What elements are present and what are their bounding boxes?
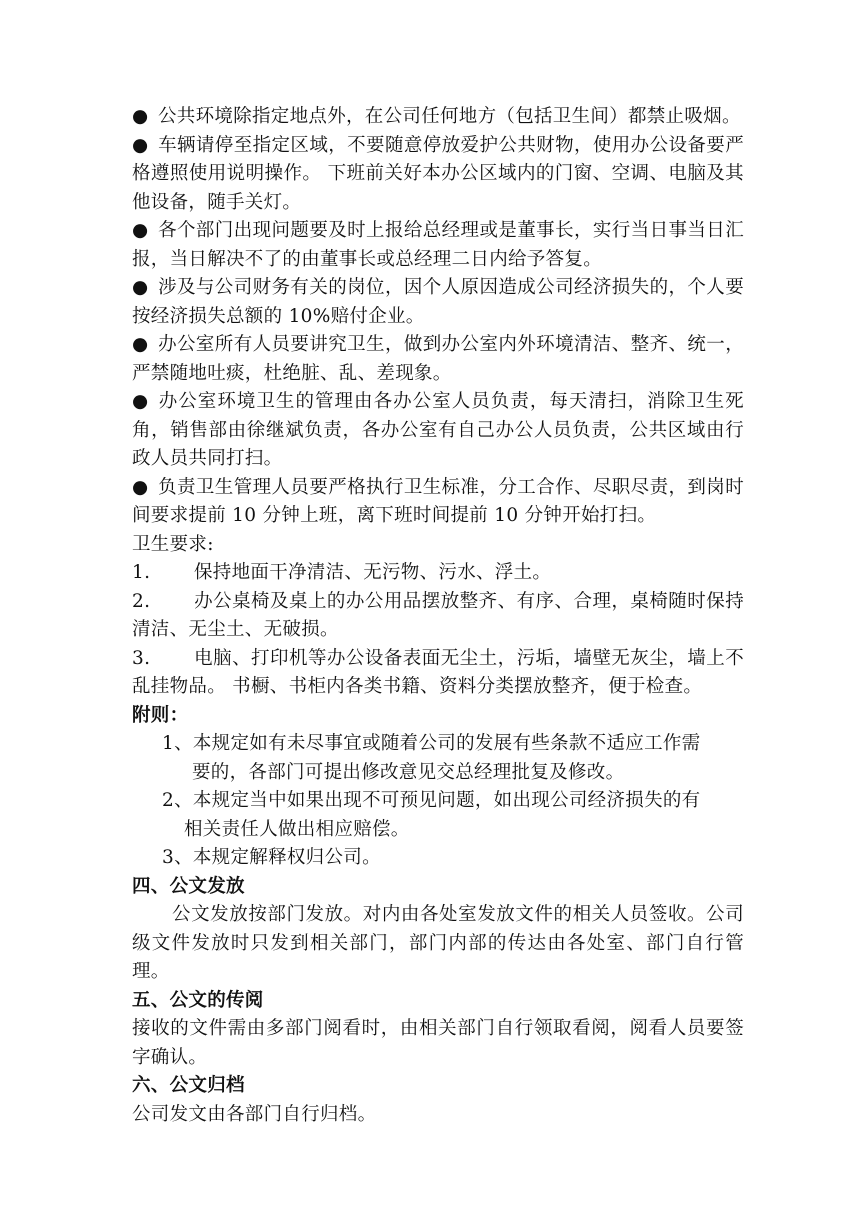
appendix-heading: 附则：: [132, 704, 189, 726]
section-heading: 六、公文归档: [132, 1075, 245, 1096]
section-body: 公文发放按部门发放。对内由各处室发放文件的相关人员签收。公司级文件发放时只发到相关部门，部门内部的传达由各处室、部门自行管理。: [132, 904, 744, 982]
list-item: 2、本规定当中如果出现不可预见问题，如出现公司经济损失的有 相关责任人做出相应赔偿。: [162, 790, 701, 840]
list-item: 3. 电脑、打印机等办公设备表面无尘土，污垢，墙壁无灰尘，墙上不乱挂物品。 书橱、书柜内各类书籍、资料分类摆放整齐，便于检查。: [132, 645, 744, 702]
list-number: 1.: [132, 562, 151, 583]
hygiene-heading: 卫生要求:: [132, 533, 214, 555]
section-body: 接收的文件需由多部门阅看时，由相关部门自行领取看阅，阅看人员要签字确认。: [132, 1018, 744, 1068]
document-body: [132, 103, 744, 1129]
bullet-item: ● 公共环境除指定地点外，在公司任何地方（包括卫生间）都禁止吸烟。: [132, 103, 744, 132]
bullet-item: ● 涉及与公司财务有关的岗位，因个人原因造成公司经济损失的，个人要按经济损失总额的 10%赔付企业。: [132, 274, 744, 331]
bullet-item: ● 负责卫生管理人员要严格执行卫生标准，分工合作、尽职尽责，到岗时间要求提前 10 分钟上班，离下班时间提前 10 分钟开始打扫。: [132, 474, 744, 531]
list-number: 2.: [132, 590, 151, 612]
bullet-icon: ●: [132, 220, 149, 241]
bullet-icon: ●: [132, 391, 149, 412]
bullet-list: [132, 103, 744, 531]
bullet-icon: ●: [132, 476, 149, 498]
section-heading: 五、公文的传阅: [132, 989, 264, 1011]
bullet-icon: ●: [132, 334, 149, 355]
bullet-icon: ●: [132, 277, 149, 298]
section-heading: 四、公文发放: [132, 875, 245, 897]
list-item: 1、本规定如有未尽事宜或随着公司的发展有些条款不适应工作需 要的，各部门可提出修改意见交总经理批复及修改。: [162, 733, 701, 783]
section-body: 公司发文由各部门自行归档。: [132, 1103, 377, 1125]
list-item: 2. 办公桌椅及桌上的办公用品摆放整齐、有序、合理，桌椅随时保持清洁、无尘土、无破损。: [132, 588, 744, 645]
bullet-item: ● 各个部门出现问题要及时上报给总经理或是董事长，实行当日事当日汇报，当日解决不了的由董事长或总经理二日内给予答复。: [132, 217, 744, 274]
list-item: 3、本规定解释权归公司。: [162, 847, 381, 868]
list-item: 1. 保持地面干净清洁、无污物、污水、浮土。: [132, 559, 744, 588]
hygiene-list: [132, 559, 744, 702]
list-number: 3.: [132, 647, 151, 669]
bullet-item: ● 办公室所有人员要讲究卫生，做到办公室内外环境清洁、整齐、统一，严禁随地吐痰，杜绝脏、乱、差现象。: [132, 331, 744, 388]
bullet-icon: ●: [132, 134, 149, 156]
bullet-item: ● 办公室环境卫生的管理由各办公室人员负责，每天清扫，消除卫生死角，销售部由徐继斌负责，各办公室有自己办公人员负责，公共区域由行政人员共同打扫。: [132, 388, 744, 474]
bullet-item: ● 车辆请停至指定区域，不要随意停放爱护公共财物，使用办公设备要严格遵照使用说明操作。 下班前关好本办公区域内的门窗、空调、电脑及其他设备，随手关灯。: [132, 132, 744, 218]
bullet-icon: ●: [132, 106, 149, 127]
appendix-list: [132, 730, 744, 873]
